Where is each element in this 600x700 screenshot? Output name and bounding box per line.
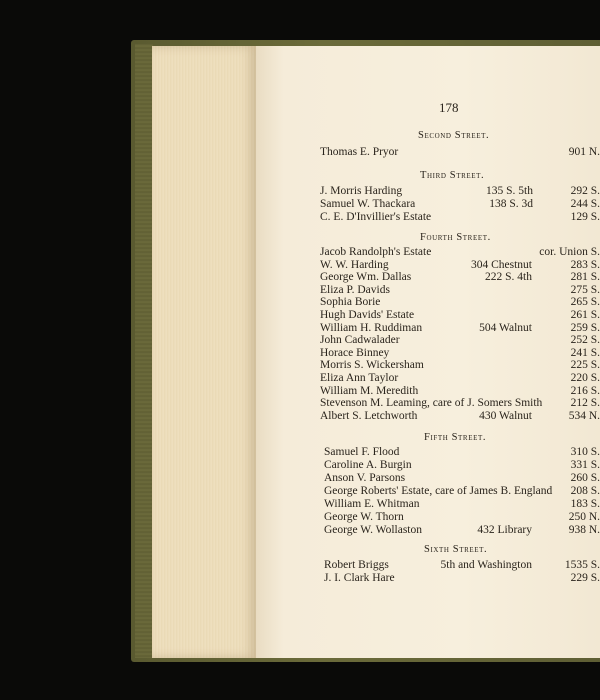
- page-edges: [152, 46, 256, 658]
- house-number: 250 N.: [568, 511, 600, 523]
- resident-name: Thomas E. Pryor: [320, 146, 399, 158]
- house-number: 216 S.: [570, 384, 600, 397]
- resident-name: Jacob Randolph's Estate: [320, 246, 432, 258]
- office-address: 135 S. 5th: [486, 185, 533, 197]
- page-number: 178: [439, 100, 459, 115]
- street-heading: Second Street.: [418, 130, 490, 141]
- office-address: 430 Walnut: [479, 409, 532, 422]
- resident-name: George W. Thorn: [324, 511, 404, 523]
- office-address: 222 S. 4th: [485, 271, 532, 284]
- house-number: 225 S.: [570, 359, 600, 372]
- resident-name: George Roberts' Estate, care of James B. England: [324, 485, 553, 497]
- house-number: 938 N.: [568, 524, 600, 536]
- street-heading: Third Street.: [420, 170, 485, 181]
- resident-name: W. W. Harding: [320, 258, 389, 271]
- resident-name: John Cadwalader: [320, 334, 400, 347]
- house-number: 281 S.: [570, 271, 600, 284]
- office-address: 432 Library: [477, 524, 532, 536]
- resident-name: C. E. D'Invillier's Estate: [320, 211, 432, 223]
- house-number: 292 S.: [570, 185, 600, 197]
- house-number: 1535 S.: [564, 559, 600, 571]
- house-number: 901 N.: [568, 146, 600, 158]
- house-number: 220 S.: [570, 372, 600, 384]
- resident-name: Eliza Ann Taylor: [320, 372, 399, 384]
- cloth-edge: [135, 44, 153, 658]
- house-number: 331 S.: [570, 459, 600, 471]
- directory-entry: [256, 472, 600, 486]
- house-number: 260 S.: [570, 472, 600, 484]
- resident-name: George Wm. Dallas: [320, 271, 412, 284]
- house-number: 261 S.: [570, 309, 600, 321]
- house-number: 259 S.: [570, 321, 600, 334]
- resident-name: William H. Ruddiman: [320, 321, 423, 334]
- resident-name: George W. Wollaston: [324, 524, 422, 536]
- street-heading: Fifth Street.: [424, 432, 487, 443]
- house-number: 129 S.: [570, 211, 600, 223]
- house-number: 275 S.: [570, 283, 600, 296]
- directory-entry: [256, 410, 600, 424]
- resident-name: Stevenson M. Leaming, care of J. Somers Smith: [320, 397, 543, 410]
- house-number: 208 S.: [570, 485, 600, 497]
- directory-entry: [256, 446, 600, 460]
- office-address: 504 Walnut: [479, 321, 532, 334]
- resident-name: Morris S. Wickersham: [320, 359, 424, 372]
- resident-name: Sophia Borie: [320, 296, 381, 309]
- resident-name: Robert Briggs: [324, 559, 389, 571]
- directory-entry: [256, 459, 600, 473]
- house-number: 244 S.: [570, 198, 600, 210]
- house-number: 534 N.: [568, 409, 600, 422]
- house-number: 183 S.: [570, 498, 600, 510]
- resident-name: William M. Meredith: [320, 384, 419, 397]
- directory-entry: [256, 198, 600, 212]
- house-number: 229 S.: [570, 572, 600, 584]
- office-address: 138 S. 3d: [489, 198, 533, 210]
- resident-name: Horace Binney: [320, 346, 390, 359]
- resident-name: Anson V. Parsons: [324, 472, 406, 484]
- directory-entry: [256, 524, 600, 538]
- house-number: 241 S.: [570, 346, 600, 359]
- house-number: 252 S.: [570, 334, 600, 347]
- directory-entry: [256, 559, 600, 573]
- resident-name: Albert S. Letchworth: [320, 409, 418, 422]
- resident-name: Samuel W. Thackara: [320, 198, 416, 210]
- street-heading: Fourth Street.: [420, 232, 491, 243]
- directory-entry: [256, 572, 600, 586]
- house-number: cor. Union S.: [539, 246, 600, 258]
- directory-entry: [256, 211, 600, 225]
- directory-entry: [256, 485, 600, 499]
- house-number: 212 S.: [570, 397, 600, 410]
- resident-name: Hugh Davids' Estate: [320, 309, 415, 321]
- book-page: [256, 46, 600, 658]
- resident-name: J. I. Clark Hare: [324, 572, 395, 584]
- directory-entry: [256, 498, 600, 512]
- directory-entry: [256, 185, 600, 199]
- house-number: 310 S.: [570, 446, 600, 458]
- resident-name: William E. Whitman: [324, 498, 420, 510]
- office-address: 304 Chestnut: [470, 258, 532, 271]
- resident-name: Samuel F. Flood: [324, 446, 400, 458]
- house-number: 265 S.: [570, 296, 600, 309]
- street-heading: Sixth Street.: [424, 544, 488, 555]
- resident-name: J. Morris Harding: [320, 185, 403, 197]
- directory-entry: [256, 511, 600, 525]
- office-address: 5th and Washington: [440, 559, 532, 571]
- directory-entry: [256, 146, 600, 160]
- house-number: 283 S.: [570, 258, 600, 271]
- resident-name: Eliza P. Davids: [320, 283, 390, 296]
- resident-name: Caroline A. Burgin: [324, 459, 412, 471]
